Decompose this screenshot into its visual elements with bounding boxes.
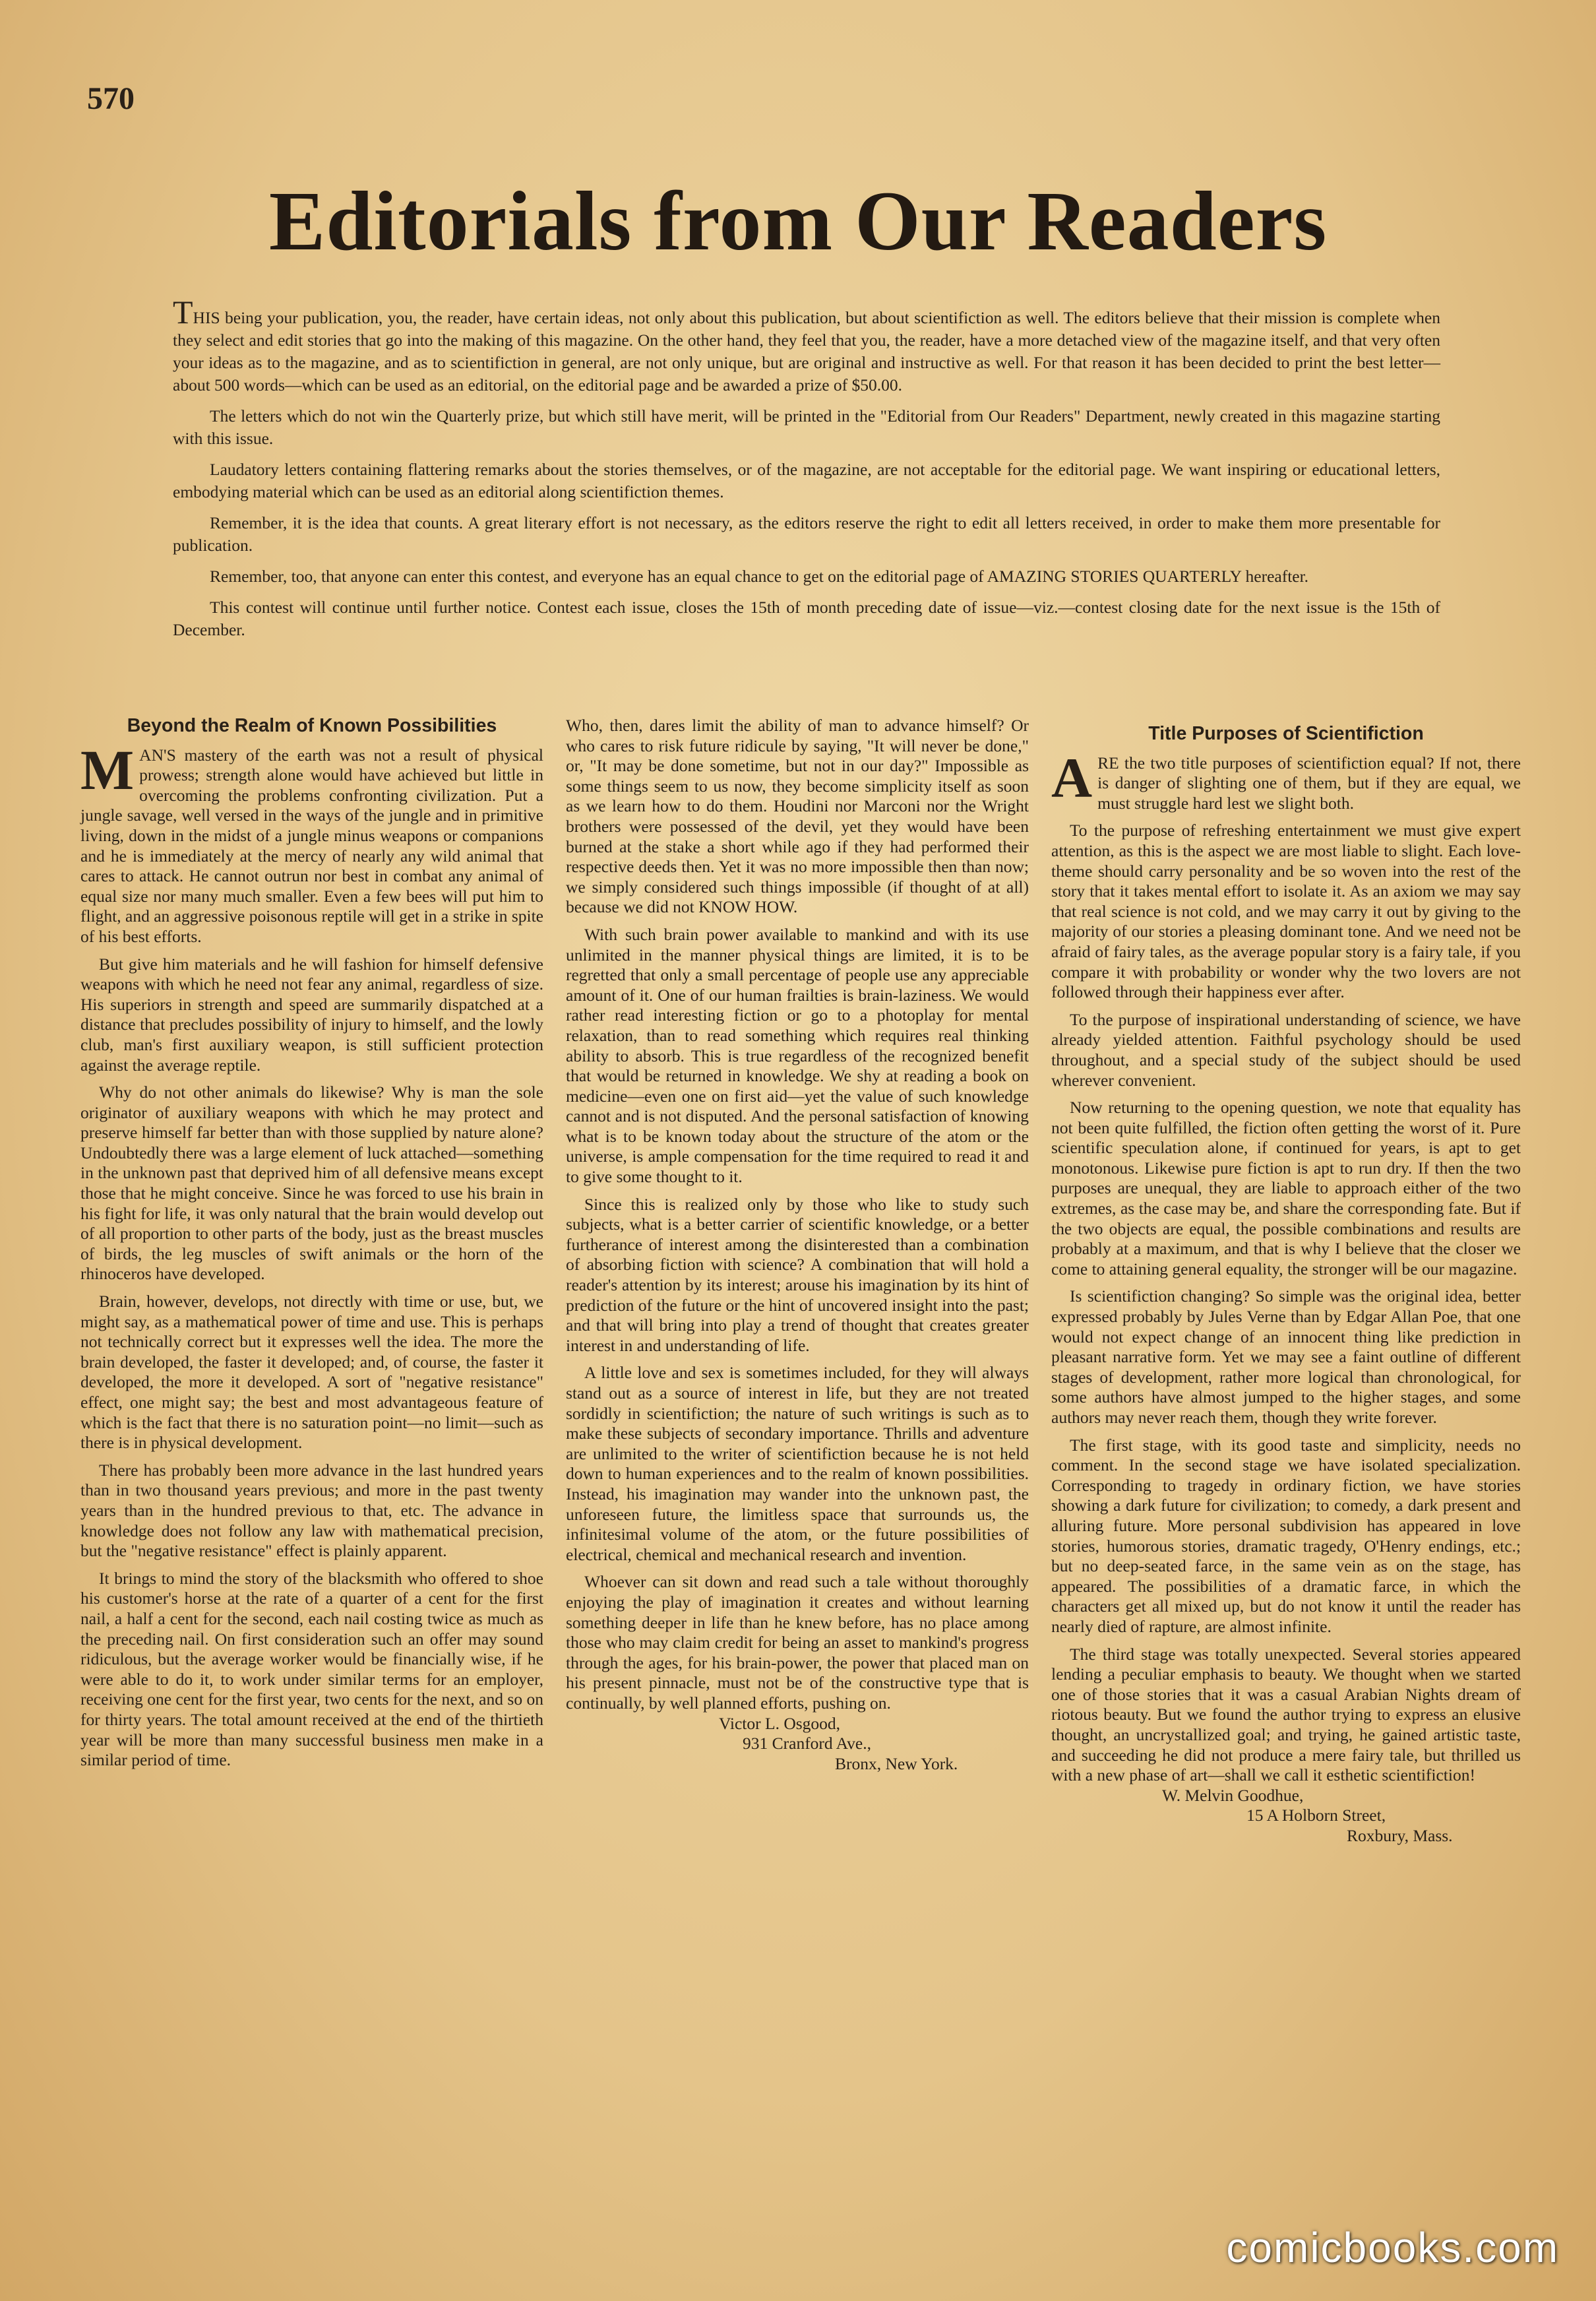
intro-paragraph xyxy=(173,294,1440,396)
article-paragraph: But give him materials and he will fashion for himself defensive weapons with which he need not fear any animal, regardless of size. His superiors in strength and speed are summarily dispatched at a distance that precludes possibility of injury to himself, and the lowly club, man's first auxiliary weapon, is still sufficient protection against the average reptile. xyxy=(80,954,543,1075)
signature-city: Bronx, New York. xyxy=(835,1753,958,1773)
column-right xyxy=(1051,724,1521,1846)
article-paragraph: Whoever can sit down and read such a tale without thoroughly enjoying the play of imagination it creates and without learning something deeper in life than he knew before, has no place among those who may claim credit for being an asset to mankind's progress through the ages, for his brain-power, the power that placed man on his present pinnacle, must not be of the constructive type that is continually, by well planned efforts, pushing on. xyxy=(566,1572,1029,1713)
column-left xyxy=(80,716,543,1778)
dropcap: A xyxy=(1051,745,1093,809)
signature-block xyxy=(1051,1786,1521,1846)
article-paragraph: To the purpose of inspirational understanding of science, we have already yielded attention. Faithful psychology should be used throughout, and a special study of the subject should be used wherever convenient. xyxy=(1051,1009,1521,1090)
intro-paragraph: This contest will continue until further notice. Contest each issue, closes the 15th of month preceding date of issue—viz.—contest closing date for the next issue is the 15th of December. xyxy=(173,598,1440,639)
intro-section xyxy=(173,294,1440,650)
intro-paragraph: Remember, it is the idea that counts. A great literary effort is not necessary, as the editors reserve the right to edit all letters received, in order to make them more presentable for publication. xyxy=(173,513,1440,555)
signature-block xyxy=(566,1714,1029,1775)
article-paragraph: With such brain power available to mankind and with its use unlimited in the manner physical things are limited, it is to be regretted that only a small percentage of people use any appreciable amount of it. One of our human frailties is brain-laziness. We would rather read interesting fiction or go to a photoplay for mental relaxation, than to read something which requires real thinking ability to absorb. This is true regardless of the recognized benefit that would be returned in knowledge. We shy at reading a book on medicine—even one on first aid—yet the value of such knowledge cannot and is not disputed. And the personal satisfaction of knowing what is to be known today about the structure of the atom or the universe, is ample compensation for the time required to read it and to give some thought to it. xyxy=(566,924,1029,1187)
article-paragraph: Now returning to the opening question, we note that equality has not been quite fulfilled, the fiction often getting the worst of it. Pure scientific speculation alone, if continued for years, is apt to get monotonous. Likewise pure fiction is apt to run dry. If then the two purposes are unequal, they are liable to approach either of the two extremes, as the case may be, and share the corresponding fate. But if the two objects are equal, the possible combinations and results are probably at a maximum, and that is why I believe that the closer we come to attaining general equality, the stronger will be our magazine. xyxy=(1051,1098,1521,1278)
article-title: Title Purposes of Scientifiction xyxy=(1148,723,1424,744)
article-title: Beyond the Realm of Known Possibilities xyxy=(127,715,497,736)
article-paragraph: It brings to mind the story of the blacksmith who offered to shoe his customer's horse at the rate of a quarter of a cent for the first nail, a half a cent for the second, each nail costing twice as much as the preceding nail. On first consideration such an offer may sound ridiculous, but the average worker would be financially wise, if he were able to do it, to work under similar terms for an employer, receiving one cent for the first year, two cents for the next, and so on for thirty years. The total amount received at the end of the thirtieth year will be more than many successful business men make in a similar period of time. xyxy=(80,1568,543,1770)
article-paragraph: Who, then, dares limit the ability of man to advance himself? Or who cares to risk future ridicule by saying, "It will never be done," or, "It may be done sometime, but not in our day?" Impossible as some things seem to us now, they become simplicity itself as soon as we learn how to do them. Houdini nor Marconi nor the Wright brothers were possessed of the devil, yet they would have been burned at the stake a short while ago if they had performed their respective deeds then. Yet it was no more impossible then than now; we simply considered such things impossible (if thought of at all) because we did not KNOW HOW. xyxy=(566,716,1029,917)
article-paragraph xyxy=(80,738,543,947)
page-title: Editorials from Our Readers xyxy=(268,174,1328,268)
article-paragraph-text: RE the two title purposes of scientifiction equal? If not, there is danger of slighting one of them, but if they are equal, we must struggle hard lest we slight both. xyxy=(1097,753,1521,813)
dropcap: M xyxy=(80,738,135,802)
intro-paragraph: Laudatory letters containing flattering remarks about the stories themselves, or of the magazine, are not acceptable for the editorial page. We want inspiring or educational letters, embodying material which can be used as an editorial along scientifiction themes. xyxy=(173,460,1440,501)
intro-paragraph: Remember, too, that anyone can enter this contest, and everyone has an equal chance to get on the editorial page of AMAZING STORIES QUARTERLY hereafter. xyxy=(210,567,1309,586)
article-paragraph: To the purpose of refreshing entertainment we must give expert attention, as this is the aspect we are most liable to slight. Each love-theme should carry personality and be so woven into the rest of the story that it takes mental effort to isolate it. As an axiom we may say that real science is not cold, and we may carry it out by giving to the majority of our stories a pleasing dominant tone. And we need not be afraid of fairy tales, as the average popular story is a fairy tale, if you compare it with probability or wonder why the two lovers are not followed through their happiness ever after. xyxy=(1051,821,1521,1002)
watermark: comicbooks.com xyxy=(1226,2224,1559,2271)
column-middle xyxy=(566,716,1029,1774)
intro-paragraph-text: HIS being your publication, you, the reader, have certain ideas, not only about this publication, but about scientifiction as well. The editors believe that their mission is complete when they select and edit stories that go into the making of this magazine. On the other hand, they feel that you, the reader, have a more detached view of the magazine itself, and that very often your ideas as to the magazine, and as to scientifiction in general, are not only unique, but are original and instructive as well. For that reason it has been decided to print the best letter—about 500 words—which can be used as an editorial, on the editorial page and be awarded a prize of $50.00. xyxy=(173,308,1440,394)
article-paragraph: Since this is realized only by those who like to study such subjects, what is a better carrier of scientific knowledge, or a better furtherance of interest among the disinterested than a combination of absorbing fiction with science? A combination that will hold a reader's attention by its interest; arouse his imagination by its hint of prediction of the future or the hint of uncovered insight into the past; and that will bring into play a trend of thought that creates greater interest in and understanding of life. xyxy=(566,1194,1029,1355)
article-paragraph: The first stage, with its good taste and simplicity, needs no comment. In the second stage we have isolated specialization. Corresponding to tragedy in ordinary fiction, we have stories showing a dark future for civilization; to comedy, a dark present and alluring future. More personal subdivision has appeared in love stories, humorous stories, dramatic tragedy, O'Henry endings, etc.; but no deep-seated farce, in the same vein as on the stage, has appeared. The possibilities of a dramatic farce, in which the characters get all mixed up, but do not know it until the reader has nearly died of rapture, are almost infinite. xyxy=(1051,1435,1521,1636)
article-paragraph: Is scientifiction changing? So simple was the original idea, better expressed probably by Jules Verne than by Edgar Allan Poe, that one would not expect change of an innocent thing like prediction in pleasant narrative form. Yet we may see a faint outline of different stages of development, rather more logical than chronological, for some authors have almost jumped to the higher stages, and some authors may never reach them, though they write forever. xyxy=(1051,1286,1521,1427)
signature-name: W. Melvin Goodhue, xyxy=(1162,1785,1304,1805)
article-paragraph: The third stage was totally unexpected. Several stories appeared lending a peculiar emphasis to beauty. We thought when we started one of those stories that it was a casual Arabian Nights dream of riotous beauty. But we found the author trying to express an elusive thought, an uncrystallized goal; and trying, he gained artistic taste, and succeeding he did not produce a mere fairy tale, but thrilled us with a new phase of art—shall we call it esthetic scientifiction! xyxy=(1051,1644,1521,1785)
signature-name: Victor L. Osgood, xyxy=(719,1713,841,1733)
article-paragraph: There has probably been more advance in the last hundred years than in two thousand years previous; and more in the past twenty years than in the hundred previous to that, etc. The advance in knowledge does not follow any law with mathematical precision, but the "negative resistance" effect is plainly apparent. xyxy=(80,1460,543,1561)
article-paragraph: Why do not other animals do likewise? Why is man the sole originator of auxiliary weapons with which he may protect and preserve himself far better than with those supplied by nature alone? Undoubtedly there was a large element of luck attached—something in the unknown past that deprived him of all defensive means except those that he might conceive. Since he was forced to use his brain in his fight for life, it was only natural that the brain would develop out of all proportion to other parts of the body, just as the breast muscles of birds, the leg muscles of swift animals or the horn of the rhinoceros have developed. xyxy=(80,1083,543,1284)
article-paragraph: Brain, however, develops, not directly with time or use, but, we might say, as a mathematical power of time and use. This is perhaps not technically correct but it expresses well the idea. The more the brain developed, the faster it developed; and, of course, the faster it developed, the more it developed. A sort of "negative resistance" effect, one might say; the best and most advantageous feature of which is the fact that there is no saturation point—no limit—such as there is in physical development. xyxy=(80,1292,543,1453)
signature-address: 15 A Holborn Street, xyxy=(1246,1806,1386,1825)
intro-paragraph: The letters which do not win the Quarterly prize, but which still have merit, will be printed in the "Editorial from Our Readers" Department, newly created in this magazine starting with this issue. xyxy=(173,406,1440,448)
page-number: 570 xyxy=(87,81,135,116)
article-paragraph xyxy=(1051,745,1521,814)
article-paragraph: A little love and sex is sometimes included, for they will always stand out as a source of interest in life, but they are not treated sordidly in scientifiction; the nature of such writings is such as to make these subjects of secondary importance. Thrills and adventure are unlimited to the writer of scientifiction because he is not held down to human experiences and to the realm of known possibilities. Instead, his imagination may wander into the unknown past, the unforeseen future, the limitless space that surrounds us, the infinitesimal volume of the atom, or the future possibilities of electrical, chemical and mechanical research and invention. xyxy=(566,1363,1029,1564)
article-paragraph-text: AN'S mastery of the earth was not a result of physical prowess; strength alone would have achieved but little in overcoming the problems confronting civilization. Put a jungle savage, well versed in the ways of the jungle and in primitive living, down in the midst of a jungle minus weapons or companions and he is immediately at the mercy of nearly any wild animal that cares to attack. He cannot outrun nor best in combat any animal of equal size nor many much smaller. Even a few bees will put him to flight, and an aggressive poisonous reptile will get in a strike in spite of his best efforts. xyxy=(80,745,543,946)
signature-city: Roxbury, Mass. xyxy=(1347,1825,1453,1845)
signature-address: 931 Cranford Ave., xyxy=(743,1734,871,1753)
intro-dropcap: T xyxy=(173,294,193,331)
